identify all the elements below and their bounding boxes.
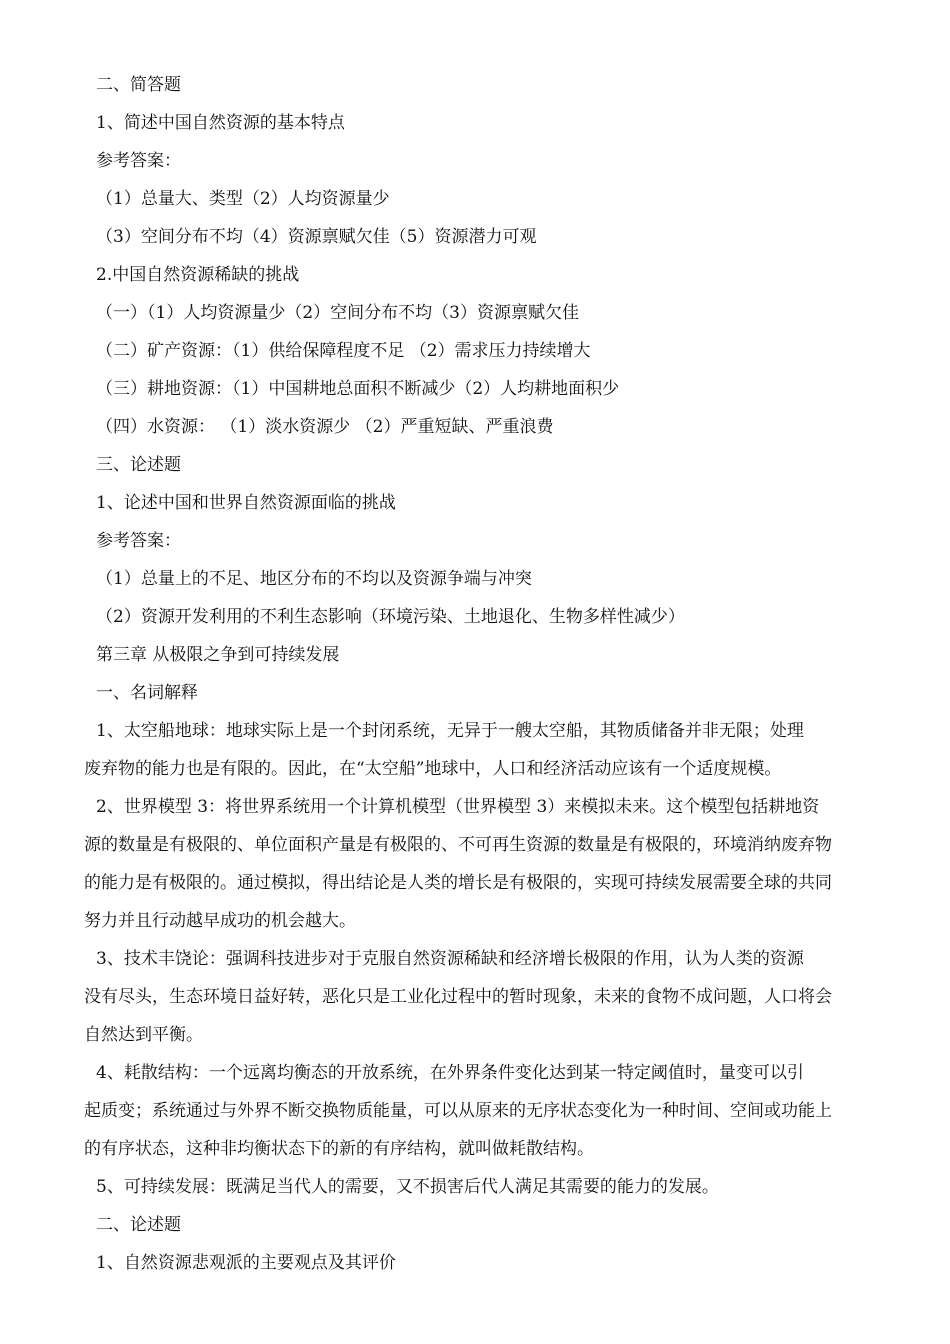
para-line: 的有序状态，这种非均衡状态下的新的有序结构，就叫做耗散结构。	[84, 1139, 594, 1159]
document-page	[84, 66, 896, 1282]
question: 2.中国自然资源稀缺的挑战	[96, 265, 300, 285]
definition-paragraph	[84, 712, 884, 788]
para-line: 努力并且行动越早成功的机会越大。	[84, 911, 356, 931]
answer-line: （3）空间分布不均（4）资源禀赋欠佳（5）资源潜力可观	[96, 227, 537, 247]
para-line: 4、耗散结构：一个远离均衡态的开放系统，在外界条件变化达到某一特定阈值时，量变可以引	[96, 1063, 804, 1083]
answer-line: （一）（1）人均资源量少（2）空间分布不均（3）资源禀赋欠佳	[96, 303, 579, 323]
answer-label: 参考答案：	[96, 151, 181, 171]
para-line: 没有尽头，生态环境日益好转，恶化只是工业化过程中的暂时现象，未来的食物不成问题，人口将会	[84, 987, 832, 1007]
answer-label: 参考答案：	[96, 531, 181, 551]
answer-line: （三）耕地资源：（1）中国耕地总面积不断减少（2）人均耕地面积少	[96, 379, 620, 399]
answer-line: （二）矿产资源：（1）供给保障程度不足 （2）需求压力持续增大	[96, 341, 591, 361]
para-line: 废弃物的能力也是有限的。因此，在“太空船”地球中，人口和经济活动应该有一个适度规模。	[84, 759, 782, 779]
section-heading: 二、简答题	[96, 75, 181, 95]
section-heading: 一、名词解释	[96, 683, 198, 703]
answer-line: （1）总量大、类型（2）人均资源量少	[96, 189, 390, 209]
section-heading: 二、论述题	[96, 1215, 181, 1235]
para-line: 1、太空船地球：地球实际上是一个封闭系统，无异于一艘太空船，其物质储备并非无限；处理	[96, 721, 804, 741]
question: 1、自然资源悲观派的主要观点及其评价	[96, 1253, 396, 1273]
question: 1、简述中国自然资源的基本特点	[96, 113, 345, 133]
para-line: 的能力是有极限的。通过模拟，得出结论是人类的增长是有极限的，实现可持续发展需要全球的共同	[84, 873, 832, 893]
para-line: 2、世界模型 3：将世界系统用一个计算机模型（世界模型 3）来模拟未来。这个模型包括耕地资	[96, 797, 820, 817]
para-line: 源的数量是有极限的、单位面积产量是有极限的、不可再生资源的数量是有极限的，环境消纳废弃物	[84, 835, 832, 855]
definition-paragraph	[84, 788, 884, 940]
chapter-heading: 第三章 从极限之争到可持续发展	[96, 645, 340, 665]
para-line: 5、可持续发展：既满足当代人的需要，又不损害后代人满足其需要的能力的发展。	[96, 1177, 719, 1197]
para-line: 自然达到平衡。	[84, 1025, 203, 1045]
definition-paragraph	[84, 1168, 884, 1206]
para-line: 3、技术丰饶论：强调科技进步对于克服自然资源稀缺和经济增长极限的作用，认为人类的资源	[96, 949, 804, 969]
definition-paragraph	[84, 1054, 884, 1168]
definition-paragraph	[84, 940, 884, 1054]
para-line: 起质变；系统通过与外界不断交换物质能量，可以从原来的无序状态变化为一种时间、空间或功能上	[84, 1101, 832, 1121]
question: 1、论述中国和世界自然资源面临的挑战	[96, 493, 396, 513]
answer-line: （2）资源开发利用的不利生态影响（环境污染、土地退化、生物多样性减少）	[96, 607, 685, 627]
section-heading: 三、论述题	[96, 455, 181, 475]
answer-line: （四）水资源： （1）淡水资源少 （2）严重短缺、严重浪费	[96, 417, 554, 437]
answer-line: （1）总量上的不足、地区分布的不均以及资源争端与冲突	[96, 569, 532, 589]
